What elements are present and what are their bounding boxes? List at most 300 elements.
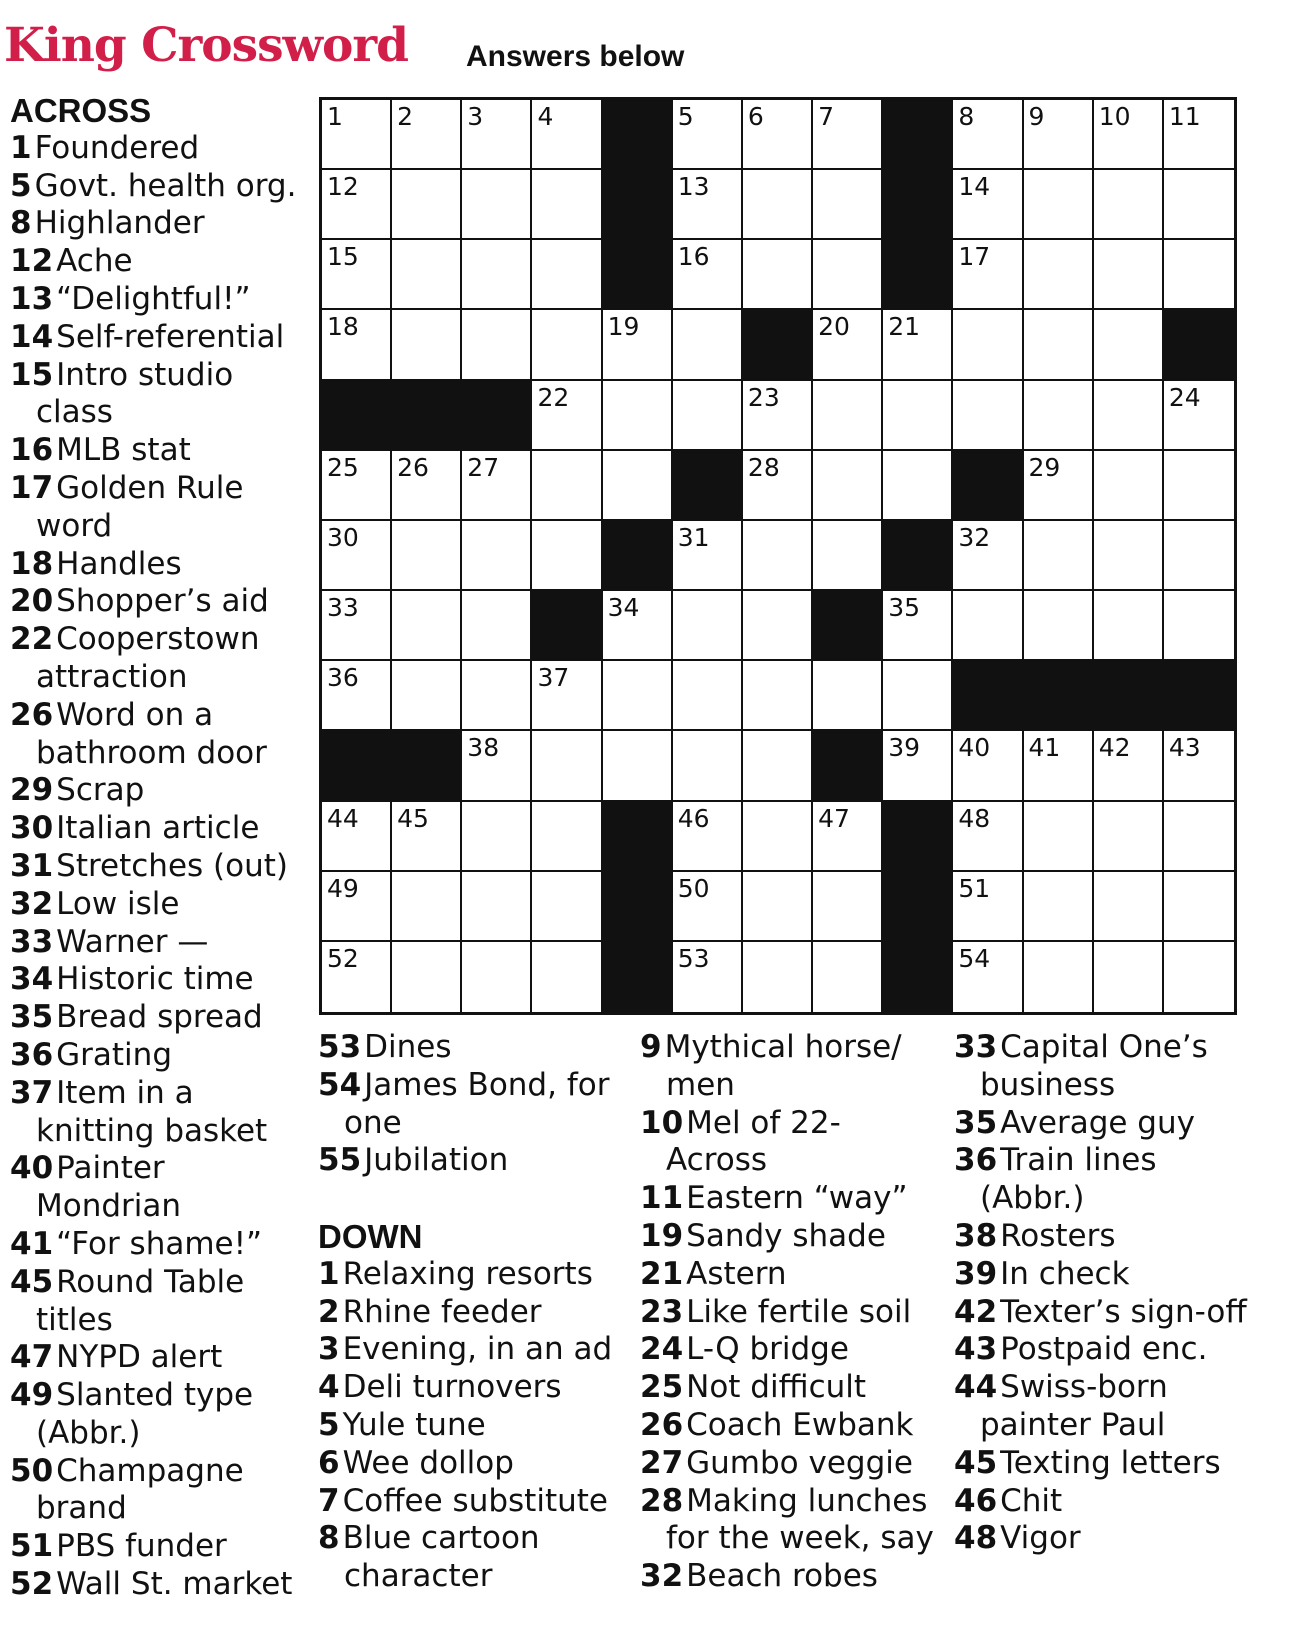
grid-cell <box>462 100 532 170</box>
clue-text: Rhine feeder <box>342 1293 542 1330</box>
black-square <box>953 451 1023 521</box>
cell-number: 19 <box>607 312 640 342</box>
grid-cell <box>462 731 532 801</box>
grid-cell <box>673 240 743 310</box>
grid-cell <box>322 942 392 1012</box>
clue-number: 7 <box>318 1482 340 1519</box>
grid-cell <box>673 381 743 451</box>
grid-cell <box>1024 100 1094 170</box>
grid-cell <box>813 310 883 380</box>
grid-cell <box>743 802 813 872</box>
grid-cell <box>1024 872 1094 942</box>
down-clue <box>318 1520 618 1596</box>
cell-number: 47 <box>818 803 850 833</box>
crossword-grid <box>319 97 1237 1015</box>
clue-number: 50 <box>10 1452 54 1489</box>
cell-number: 36 <box>327 663 359 693</box>
black-square <box>392 731 462 801</box>
cell-number: 24 <box>1168 382 1201 412</box>
cell-number: 3 <box>467 102 484 131</box>
cell-number: 22 <box>537 382 570 412</box>
across-clue <box>318 1067 618 1143</box>
grid-cell <box>1164 591 1234 661</box>
grid-cell <box>813 942 883 1012</box>
clue-text: Jubilation <box>364 1142 509 1179</box>
down-clue <box>640 1180 940 1218</box>
clue-column-3 <box>640 1029 940 1596</box>
clue-number: 45 <box>10 1263 54 1300</box>
cell-number: 33 <box>327 593 359 623</box>
across-clue <box>10 357 306 433</box>
clue-text: Round Table titles <box>36 1263 245 1338</box>
clue-text: Chit <box>1000 1482 1063 1519</box>
grid-cell <box>392 451 462 521</box>
grid-cell <box>883 451 953 521</box>
cell-number: 15 <box>327 242 359 272</box>
clue-number: 13 <box>10 280 54 317</box>
grid-cell <box>392 100 462 170</box>
black-square <box>603 942 673 1012</box>
down-clue <box>318 1445 618 1483</box>
down-clue <box>640 1256 940 1294</box>
black-square <box>883 802 953 872</box>
cell-number: 39 <box>888 733 921 763</box>
clue-text: PBS funder <box>56 1528 227 1565</box>
grid-cell <box>673 731 743 801</box>
clue-text: Average guy <box>1000 1104 1195 1141</box>
black-square <box>322 381 392 451</box>
cell-number: 41 <box>1028 733 1061 763</box>
grid-cell <box>322 661 392 731</box>
grid-cell <box>532 942 602 1012</box>
across-clue <box>10 281 306 319</box>
cell-number: 18 <box>327 312 359 342</box>
clue-text: Not difficult <box>686 1369 867 1406</box>
grid-cell <box>1094 591 1164 661</box>
grid-cell <box>322 240 392 310</box>
cell-number: 54 <box>958 943 991 973</box>
grid-cell <box>953 310 1023 380</box>
grid-cell <box>392 591 462 661</box>
clue-number: 27 <box>640 1444 684 1481</box>
grid-cell <box>1094 170 1164 240</box>
grid-cell <box>532 170 602 240</box>
cell-number: 34 <box>607 593 640 623</box>
spacer <box>318 1180 618 1218</box>
black-square <box>1094 661 1164 731</box>
clue-number: 44 <box>954 1369 998 1406</box>
down-clue <box>954 1218 1254 1256</box>
grid-cell <box>1164 731 1234 801</box>
cell-number: 42 <box>1098 733 1131 763</box>
cell-number: 9 <box>1028 102 1045 131</box>
grid-cell <box>462 591 532 661</box>
down-clue <box>640 1558 940 1596</box>
down-clue <box>954 1369 1254 1445</box>
down-clue <box>318 1294 618 1332</box>
clue-text: In check <box>1000 1255 1130 1292</box>
cell-number: 40 <box>958 733 991 763</box>
grid-cell <box>883 310 953 380</box>
clue-number: 31 <box>10 847 54 884</box>
across-clue <box>10 621 306 697</box>
cell-number: 16 <box>677 242 710 272</box>
clue-text: Postpaid enc. <box>1000 1331 1208 1368</box>
clue-number: 30 <box>10 810 54 847</box>
clue-text: Historic time <box>56 961 254 998</box>
clue-text: Deli turnovers <box>342 1369 562 1406</box>
grid-cell <box>1094 100 1164 170</box>
cell-number: 4 <box>537 102 554 131</box>
grid-cell <box>322 872 392 942</box>
clue-text: “Delightful!” <box>56 280 251 317</box>
clue-text: Item in a knitting basket <box>36 1074 268 1149</box>
grid-cell <box>953 170 1023 240</box>
black-square <box>603 170 673 240</box>
grid-cell <box>953 381 1023 451</box>
black-square <box>813 591 883 661</box>
puzzle-title: King Crossword <box>4 18 408 73</box>
grid-cell <box>1094 451 1164 521</box>
cell-number: 20 <box>818 312 850 342</box>
down-clue <box>954 1445 1254 1483</box>
black-square <box>392 381 462 451</box>
grid-cell <box>813 451 883 521</box>
clue-text: Golden Rule word <box>36 469 244 544</box>
clue-number: 22 <box>10 621 54 658</box>
across-clue <box>10 772 306 810</box>
clue-number: 2 <box>318 1293 340 1330</box>
clue-number: 20 <box>10 583 54 620</box>
across-clue <box>10 1075 306 1151</box>
grid-cell <box>953 872 1023 942</box>
cell-number: 31 <box>677 522 710 552</box>
clue-text: Blue cartoon character <box>342 1520 540 1595</box>
cell-number: 11 <box>1168 102 1201 131</box>
grid-cell <box>392 802 462 872</box>
clue-text: Govt. health org. <box>34 167 297 204</box>
cell-number: 17 <box>958 242 991 272</box>
clue-number: 43 <box>954 1331 998 1368</box>
cell-number: 44 <box>327 803 359 833</box>
across-clue <box>10 470 306 546</box>
grid-cell <box>532 451 602 521</box>
grid-cell <box>743 591 813 661</box>
clue-number: 51 <box>10 1528 54 1565</box>
across-clue <box>318 1029 618 1067</box>
black-square <box>603 802 673 872</box>
clue-number: 36 <box>10 1036 54 1073</box>
clue-text: Rosters <box>1000 1217 1116 1254</box>
cell-number: 29 <box>1028 452 1061 482</box>
grid-cell <box>813 170 883 240</box>
grid-cell <box>1164 100 1234 170</box>
clue-text: Coffee substitute <box>342 1482 608 1519</box>
black-square <box>883 240 953 310</box>
grid-cell <box>1094 731 1164 801</box>
grid-cell <box>532 872 602 942</box>
down-clue <box>318 1483 618 1521</box>
clue-text: Astern <box>686 1255 787 1292</box>
across-clue <box>10 924 306 962</box>
clue-text: Low isle <box>56 885 180 922</box>
clue-number: 32 <box>640 1558 684 1595</box>
down-clue <box>954 1029 1254 1105</box>
grid-cell <box>1024 451 1094 521</box>
grid-cell <box>392 240 462 310</box>
across-clue <box>10 546 306 584</box>
cell-number: 21 <box>888 312 921 342</box>
clue-number: 38 <box>954 1217 998 1254</box>
grid-cell <box>673 802 743 872</box>
grid-cell <box>392 521 462 591</box>
clue-number: 19 <box>640 1217 684 1254</box>
clue-text: Sandy shade <box>686 1217 886 1254</box>
clue-number: 45 <box>954 1444 998 1481</box>
black-square <box>603 100 673 170</box>
clue-number: 1 <box>318 1255 340 1292</box>
cell-number: 30 <box>327 522 359 552</box>
clue-number: 55 <box>318 1142 362 1179</box>
clue-number: 5 <box>10 167 32 204</box>
grid-cell <box>1024 802 1094 872</box>
grid-cell <box>1094 310 1164 380</box>
clue-text: Champagne brand <box>36 1452 244 1527</box>
clue-text: Making lunches for the week, say <box>666 1482 934 1557</box>
down-clue <box>318 1407 618 1445</box>
grid-cell <box>462 451 532 521</box>
black-square <box>462 381 532 451</box>
clue-number: 36 <box>954 1142 998 1179</box>
clue-text: Vigor <box>1000 1520 1081 1557</box>
across-clue <box>10 1566 306 1604</box>
grid-cell <box>532 802 602 872</box>
clue-text: “For shame!” <box>56 1225 263 1262</box>
grid-cell <box>392 170 462 240</box>
across-clue <box>10 1453 306 1529</box>
grid-cell <box>1094 942 1164 1012</box>
clue-text: James Bond, for one <box>344 1066 610 1141</box>
cell-number: 5 <box>677 102 694 131</box>
clue-number: 4 <box>318 1369 340 1406</box>
clue-number: 33 <box>10 923 54 960</box>
grid-cell <box>743 240 813 310</box>
cell-number: 7 <box>818 102 834 131</box>
clue-number: 23 <box>640 1293 684 1330</box>
grid-cell <box>603 731 673 801</box>
clue-number: 54 <box>318 1066 362 1103</box>
grid-cell <box>953 591 1023 661</box>
down-clue <box>954 1256 1254 1294</box>
black-square <box>603 240 673 310</box>
grid-cell <box>1024 310 1094 380</box>
cell-number: 26 <box>397 452 429 482</box>
clue-number: 17 <box>10 469 54 506</box>
grid-cell <box>1164 170 1234 240</box>
down-heading: DOWN <box>318 1217 423 1255</box>
down-clue <box>954 1483 1254 1521</box>
clue-text: Handles <box>56 545 182 582</box>
cell-number: 46 <box>677 803 710 833</box>
clue-number: 33 <box>954 1029 998 1065</box>
black-square <box>1164 661 1234 731</box>
across-heading: ACROSS <box>10 92 152 129</box>
clue-text: Swiss-born painter Paul <box>980 1369 1168 1443</box>
clue-column-2 <box>318 1029 618 1596</box>
clue-number: 18 <box>10 545 54 582</box>
clue-number: 52 <box>10 1566 54 1603</box>
black-square <box>743 310 813 380</box>
grid-cell <box>532 731 602 801</box>
across-clue <box>10 697 306 773</box>
cell-number: 25 <box>327 452 359 482</box>
clue-number: 29 <box>10 772 54 809</box>
grid-cell <box>322 451 392 521</box>
across-clue <box>10 961 306 999</box>
grid-cell <box>673 100 743 170</box>
black-square <box>883 942 953 1012</box>
down-clue <box>640 1407 940 1445</box>
cell-number: 32 <box>958 522 991 552</box>
grid-cell <box>532 310 602 380</box>
clue-text: Wall St. market <box>56 1566 293 1603</box>
down-clue <box>640 1369 940 1407</box>
clue-number: 21 <box>640 1255 684 1292</box>
across-clue <box>10 886 306 924</box>
cell-number: 51 <box>958 873 991 903</box>
grid-cell <box>743 731 813 801</box>
clue-number: 5 <box>318 1406 340 1443</box>
grid-cell <box>743 661 813 731</box>
grid-cell <box>322 521 392 591</box>
grid-cell <box>883 381 953 451</box>
clue-text: Self-referential <box>56 318 285 355</box>
down-clue <box>640 1029 940 1105</box>
grid-cell <box>1094 802 1164 872</box>
grid-cell <box>1164 942 1234 1012</box>
clue-column-1 <box>10 92 306 1604</box>
across-clue <box>10 205 306 243</box>
clue-number: 3 <box>318 1331 340 1368</box>
grid-cell <box>532 240 602 310</box>
across-clue <box>10 243 306 281</box>
clue-number: 48 <box>954 1520 998 1557</box>
grid-cell <box>813 661 883 731</box>
across-clue <box>318 1142 618 1180</box>
across-clue <box>10 130 306 168</box>
clue-text: Coach Ewbank <box>686 1406 914 1443</box>
grid-cell <box>603 451 673 521</box>
across-clue <box>10 319 306 357</box>
down-clue <box>640 1218 940 1256</box>
grid-cell <box>743 451 813 521</box>
clue-number: 40 <box>10 1150 54 1187</box>
across-clue <box>10 1264 306 1340</box>
grid-cell <box>1094 521 1164 591</box>
grid-cell <box>813 240 883 310</box>
grid-cell <box>322 591 392 661</box>
grid-cell <box>1164 802 1234 872</box>
clue-text: Dines <box>364 1029 452 1065</box>
grid-cell <box>532 521 602 591</box>
down-clue <box>318 1331 618 1369</box>
grid-cell <box>743 521 813 591</box>
across-clue <box>10 1528 306 1566</box>
clue-number: 8 <box>318 1520 340 1557</box>
clue-text: Intro studio class <box>36 356 234 431</box>
grid-cell <box>392 872 462 942</box>
clue-text: Italian article <box>56 810 260 847</box>
clue-text: Yule tune <box>342 1406 486 1443</box>
clue-number: 34 <box>10 961 54 998</box>
clue-number: 15 <box>10 356 54 393</box>
clue-number: 32 <box>10 885 54 922</box>
clue-text: Texter’s sign-off <box>1000 1293 1247 1330</box>
grid-cell <box>603 661 673 731</box>
grid-cell <box>743 942 813 1012</box>
across-clue <box>10 1226 306 1264</box>
grid-cell <box>1024 731 1094 801</box>
clue-text: NYPD alert <box>56 1339 223 1376</box>
cell-number: 38 <box>467 733 500 763</box>
grid-cell <box>322 310 392 380</box>
black-square <box>322 731 392 801</box>
clue-text: Eastern “way” <box>686 1180 908 1217</box>
grid-cell <box>1024 240 1094 310</box>
clue-text: Capital One’s business <box>980 1029 1208 1103</box>
clue-number: 35 <box>954 1104 998 1141</box>
across-clue <box>10 848 306 886</box>
down-clue <box>640 1105 940 1181</box>
grid-cell <box>1164 240 1234 310</box>
grid-cell <box>1094 240 1164 310</box>
clue-text: Relaxing resorts <box>342 1255 593 1292</box>
grid-cell <box>1094 872 1164 942</box>
grid-cell <box>673 872 743 942</box>
cell-number: 48 <box>958 803 991 833</box>
grid-cell <box>462 240 532 310</box>
across-clue <box>10 432 306 470</box>
grid-cell <box>462 661 532 731</box>
clue-text: Slanted type (Abbr.) <box>36 1377 254 1451</box>
down-clue <box>954 1105 1254 1143</box>
across-clue <box>10 1150 306 1226</box>
cell-number: 27 <box>467 452 500 482</box>
clue-text: Beach robes <box>686 1558 878 1595</box>
grid-cell <box>1024 942 1094 1012</box>
clue-text: Word on a bathroom door <box>36 696 267 771</box>
clue-text: Train lines (Abbr.) <box>980 1142 1157 1217</box>
clue-text: MLB stat <box>56 432 191 469</box>
clue-column-4 <box>954 1029 1254 1558</box>
down-clue <box>640 1294 940 1332</box>
cell-number: 43 <box>1168 733 1201 763</box>
grid-cell <box>462 521 532 591</box>
grid-cell <box>953 521 1023 591</box>
grid-cell <box>673 942 743 1012</box>
grid-cell <box>953 942 1023 1012</box>
clue-number: 49 <box>10 1377 54 1414</box>
black-square <box>883 872 953 942</box>
cell-number: 37 <box>537 663 570 693</box>
cell-number: 28 <box>747 452 780 482</box>
grid-cell <box>743 170 813 240</box>
grid-cell <box>1094 381 1164 451</box>
clue-text: Painter Mondrian <box>36 1150 182 1225</box>
clue-number: 6 <box>318 1444 340 1481</box>
black-square <box>813 731 883 801</box>
clue-number: 39 <box>954 1255 998 1292</box>
